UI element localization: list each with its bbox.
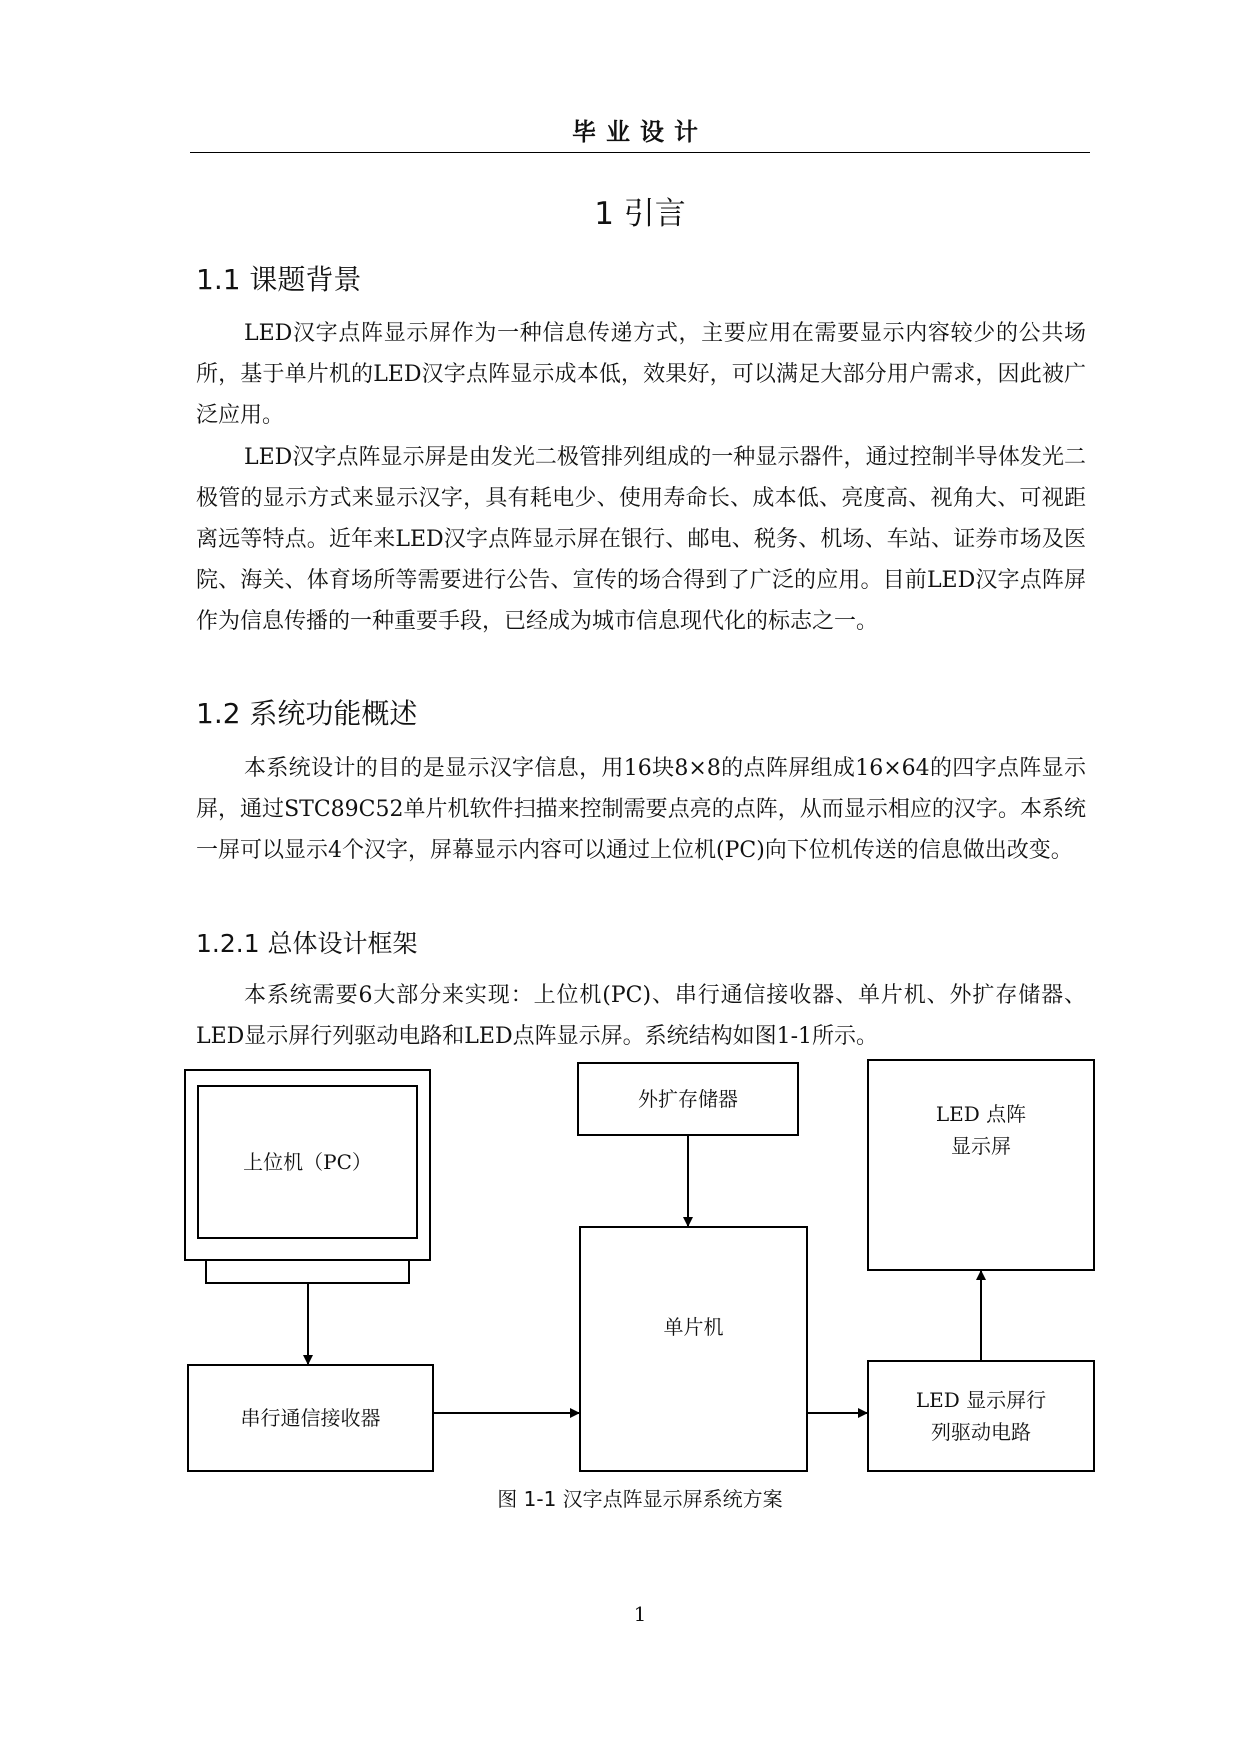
- paragraph: LED汉字点阵显示屏是由发光二极管排列组成的一种显示器件，通过控制半导体发光二极管的显示方式来显示汉字，具有耗电少、使用寿命长、成本低、亮度高、视角大、可视距离远等特点。近年来LED汉字点阵显示屏在银行、邮电、税务、机场、车站、证券市场及医院、海关、体育场所等需要进行公告、宣传的场合得到了广泛的应用。目前LED汉字点阵屏作为信息传播的一种重要手段，已经成为城市信息现代化的标志之一。: [196, 445, 1086, 634]
- led-screen-label: LED 点阵 显示屏: [935, 1102, 1027, 1158]
- paragraph: 本系统需要6大部分来实现：上位机(PC)、串行通信接收器、单片机、外扩存储器、LED显示屏行列驱动电路和LED点阵显示屏。系统结构如图1-1所示。: [196, 983, 1086, 1049]
- header-rule: [190, 152, 1090, 153]
- serial-label: 串行通信接收器: [240, 1406, 381, 1430]
- storage-label: 外扩存储器: [638, 1087, 738, 1111]
- section-heading-1-2-1: 1.2.1 总体设计框架: [196, 929, 418, 958]
- page-header: 毕业设计: [572, 118, 708, 146]
- figure-caption: 图 1-1 汉字点阵显示屏系统方案: [497, 1487, 783, 1511]
- paragraph: LED汉字点阵显示屏作为一种信息传递方式，主要应用在需要显示内容较少的公共场所，基于单片机的LED汉字点阵显示成本低，效果好，可以满足大部分用户需求，因此被广泛应用。: [196, 321, 1086, 428]
- pc-monitor-base: [206, 1260, 409, 1283]
- system-block-diagram: [180, 1055, 1120, 1495]
- paragraph: 本系统设计的目的是显示汉字信息，用16块8×8的点阵屏组成16×64的四字点阵显示屏，通过STC89C52单片机软件扫描来控制需要点亮的点阵，从而显示相应的汉字。本系统一屏可以显示4个汉字，屏幕显示内容可以通过上位机(PC)向下位机传送的信息做出改变。: [196, 756, 1086, 863]
- section-heading-1-2: 1.2 系统功能概述: [196, 697, 418, 730]
- section-heading-1-1: 1.1 课题背景: [196, 263, 362, 296]
- mcu-label: 单片机: [663, 1315, 724, 1339]
- driver-label: LED 显示屏行 列驱动电路: [915, 1388, 1047, 1444]
- chapter-title: 1 引言: [594, 196, 686, 232]
- page-number: 1: [633, 1602, 647, 1626]
- pc-label: 上位机（PC）: [243, 1150, 372, 1174]
